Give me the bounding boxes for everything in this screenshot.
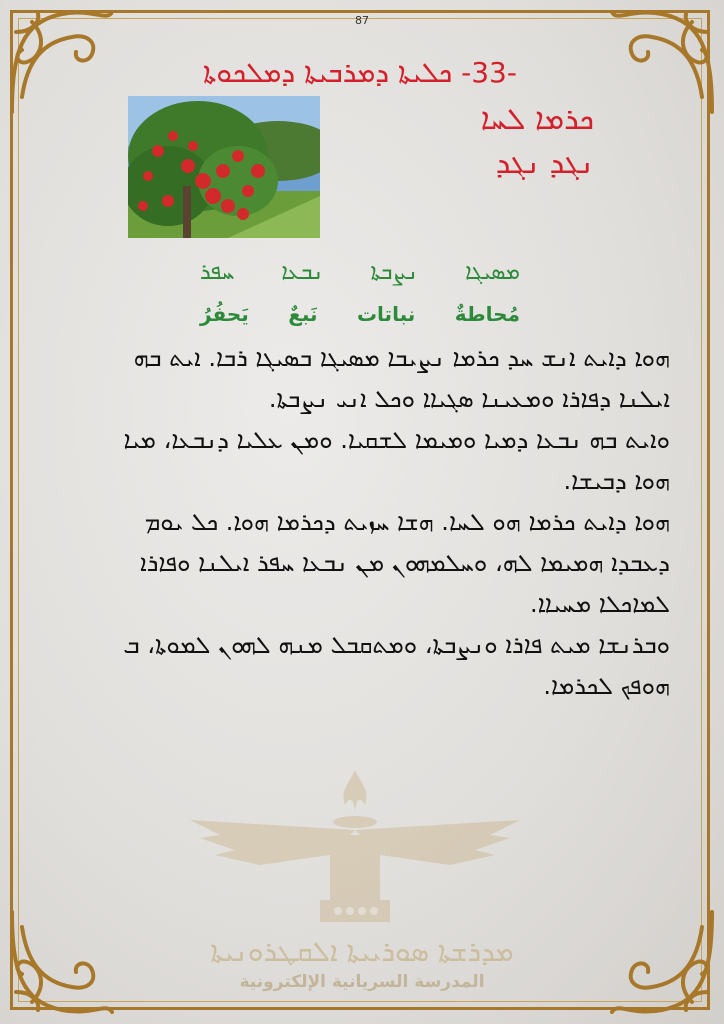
page-number: 87 bbox=[355, 14, 369, 27]
vocab-arabic-word: يَحفُرُ bbox=[200, 302, 249, 326]
story-paragraph: ܘܒܪܢܫܐ ܡܝܬ ܦܐܪܐ ܘܢܨܒܬܐ، ܘܡܬܩܒܠ ܡܢܗ ܠܗܘܢ ܠܡܘܬܐ، ܒ ܗܘܦܟ ܠܟܪܡܐ. bbox=[123, 631, 670, 700]
story-paragraph: ܘܐܝܬ ܒܗ ܢܒܥܐ ܕܡܝܐ ܘܡܝܡܐ ܠܫܩܝܐ. ܘܡܢ ܥܠܝܐ ܕܢܒܥܐ، ܡܝܐ ܗܘܐ ܕܒܝܫܐ. bbox=[123, 426, 670, 495]
phoenix-watermark-logo bbox=[190, 760, 520, 930]
vocabulary-syriac-row bbox=[200, 260, 520, 285]
lesson-title: -33- ܟܠܝܬܐ ܕܡܪܒܝܬܐ ܕܡܠܟܘܬܐ bbox=[203, 56, 517, 89]
vocab-syriac-word: ܚܦܪ bbox=[200, 260, 235, 285]
vocab-arabic-word: نَبعٌ bbox=[288, 302, 318, 326]
vocab-syriac-word: ܡܣܝܓܐ bbox=[465, 260, 520, 285]
vocab-syriac-word: ܢܨܒܬܐ bbox=[370, 260, 418, 285]
story-body bbox=[90, 338, 670, 707]
school-name-arabic: المدرسة السريانية الإلكترونية bbox=[239, 972, 485, 992]
vocab-syriac-word: ܢܒܥܐ bbox=[281, 260, 324, 285]
lesson-subtitle-line1: ܟܪܡܐ ܠܚܐ bbox=[480, 102, 594, 137]
story-paragraph: ܗܘܐ ܕܐܝܬ ܐܢܫ ܚܕ ܟܪܡܐ ܢܨܝܒܐ ܡܣܝܓܐ ܒܣܝܓܐ ܪܒܐ. ܐܝܬ ܒܗ ܐܝܠܢܐ ܕܦܐܪܐ ܘܡܥܝܢܐ ܣܓܝܐܐ ܘܟܠ ܐܢܝ ܢܨܒܬܐ. bbox=[133, 344, 670, 413]
vocab-arabic-word: نباتات bbox=[356, 302, 416, 326]
lesson-subtitle-line2: ܢܓܕ ܢܓܕ bbox=[495, 146, 594, 181]
vocabulary-arabic-row bbox=[200, 302, 520, 326]
school-name-syriac: ܡܕܪܫܬܐ ܣܘܪܝܝܬܐ ܐܠܩܛܪܘܢܝܬܐ bbox=[210, 935, 514, 968]
apple-tree-photo bbox=[128, 96, 320, 238]
story-paragraph: ܗܘܐ ܕܐܝܬ ܟܪܡܐ ܗܘ ܠܚܐ. ܗܫܐ ܚܙܝܬ ܕܟܪܡܐ ܗܘܐ. ܟܠ ܝܘܡ ܕܥܒܕܐ ܗܡܝܡܐ ܠܗ، ܘܚܠܡܗܘܢ ܡܢ ܢܒܥܐ ܚܦܪ ܐܝܠܢܐ ܘܦܐܪܐ ܠܡܐܟܠܐ ܡܚܝܐܐ. bbox=[139, 508, 670, 618]
vocab-arabic-word: مُحاطةٌ bbox=[454, 302, 520, 326]
